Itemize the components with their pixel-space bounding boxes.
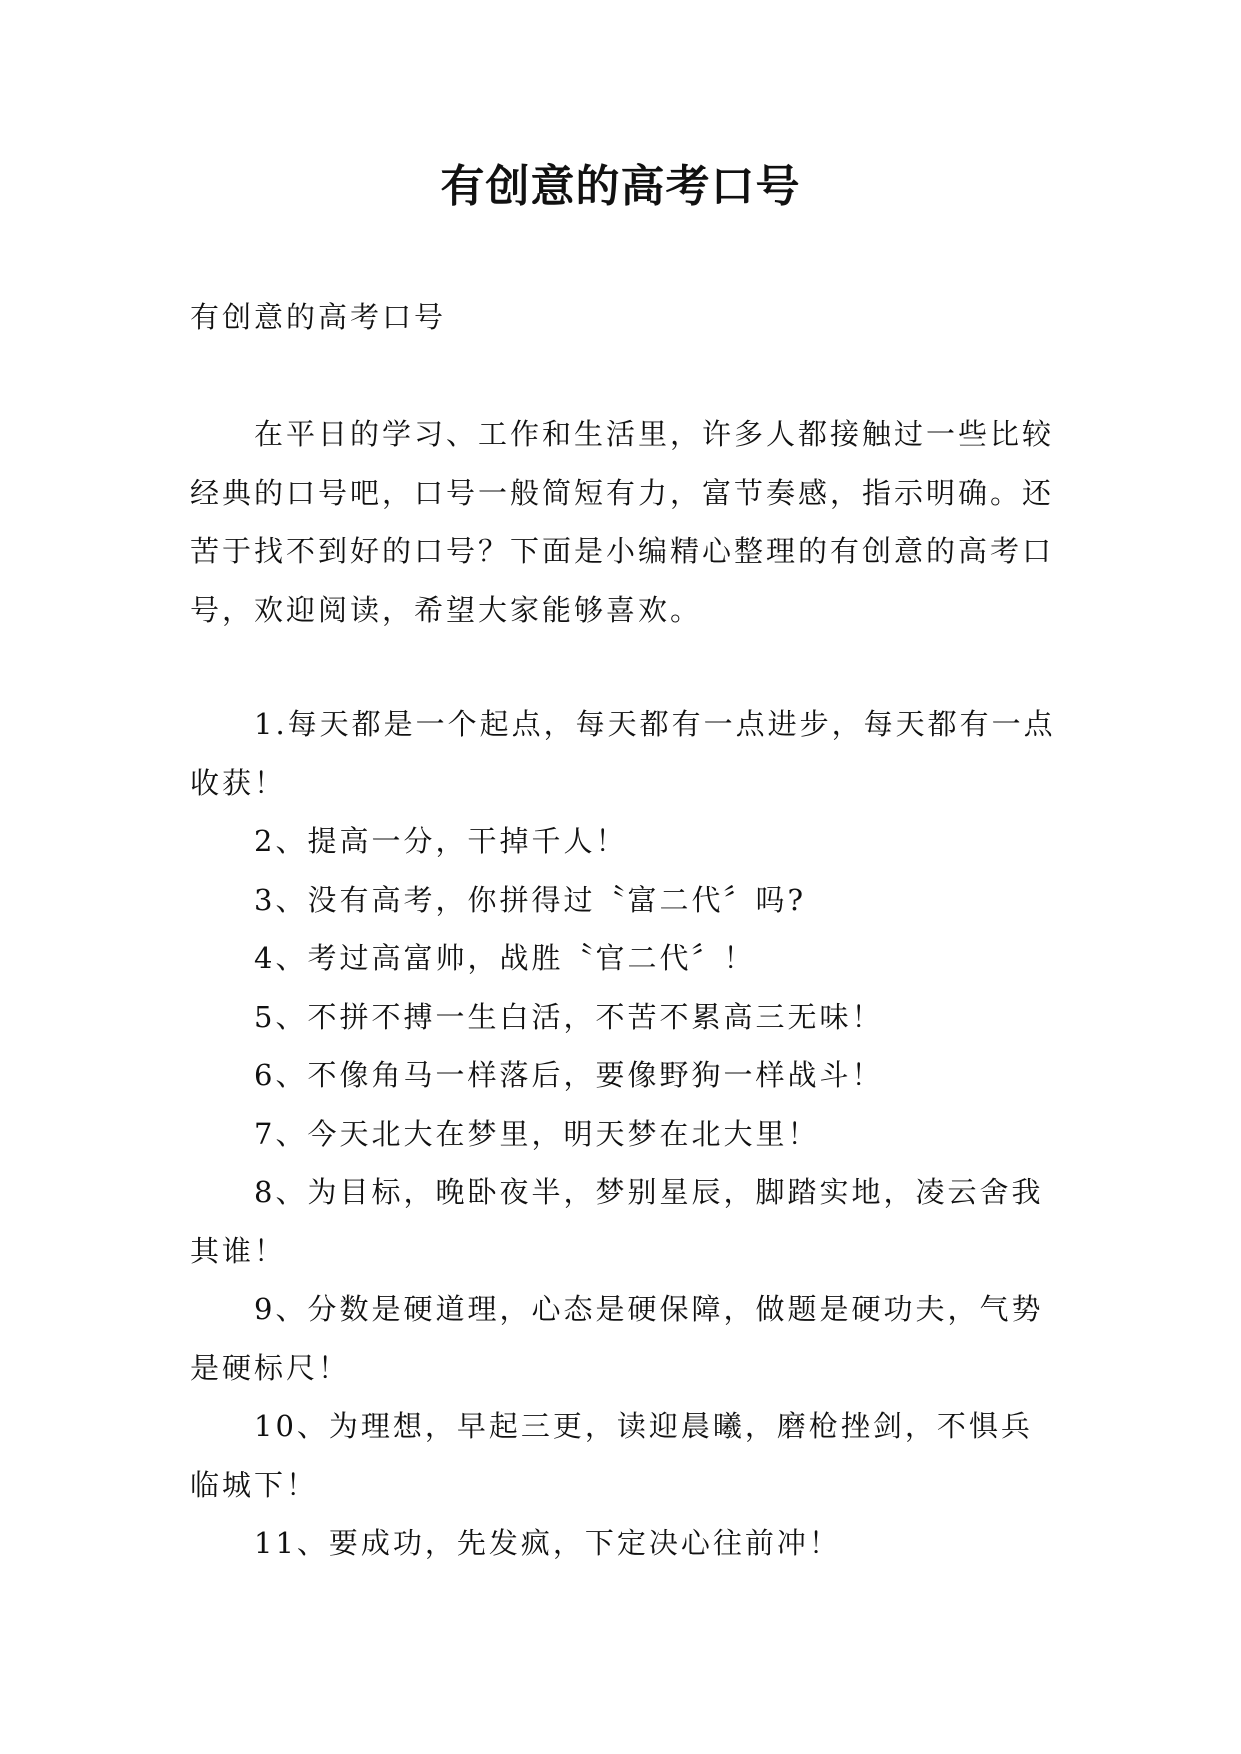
- slogan-item: 4、考过高富帅，战胜〝官二代〞！: [254, 941, 756, 975]
- intro-paragraph: 在平日的学习、工作和生活里，许多人都接触过一些比较经典的口号吧，口号一般简短有力，富节奏感，指示明确。还苦于找不到好的口号？下面是小编精心整理的有创意的高考口号，欢迎阅读，希望大家能够喜欢。: [190, 417, 1055, 627]
- slogan-item: 11、要成功，先发疯，下定决心往前冲！: [254, 1526, 841, 1560]
- page-title: 有创意的高考口号: [440, 161, 801, 212]
- slogan-item: 6、不像角马一样落后，要像野狗一样战斗！: [254, 1058, 884, 1092]
- slogan-item: 3、没有高考，你拼得过〝富二代〞吗?: [254, 882, 806, 917]
- slogan-item: 5、不拼不搏一生白活，不苦不累高三无味！: [254, 999, 884, 1034]
- slogan-item: 10、为理想，早起三更，读迎晨曦，磨枪挫剑，不惧兵临城下！: [190, 1409, 1033, 1502]
- slogan-item: 9、分数是硬道理，心态是硬保障，做题是硬功夫，气势是硬标尺！: [190, 1292, 1044, 1385]
- slogan-item: 1.每天都是一个起点，每天都有一点进步，每天都有一点收获！: [190, 707, 1056, 800]
- slogan-item: 8、为目标，晚卧夜半，梦别星辰，脚踏实地，凌云舍我其谁！: [190, 1175, 1044, 1268]
- slogan-list: [190, 695, 1060, 1573]
- slogan-item: 7、今天北大在梦里，明天梦在北大里！: [254, 1116, 820, 1151]
- document-subtitle: 有创意的高考口号: [190, 300, 447, 334]
- slogan-item: 2、提高一分，干掉千人！: [254, 824, 628, 858]
